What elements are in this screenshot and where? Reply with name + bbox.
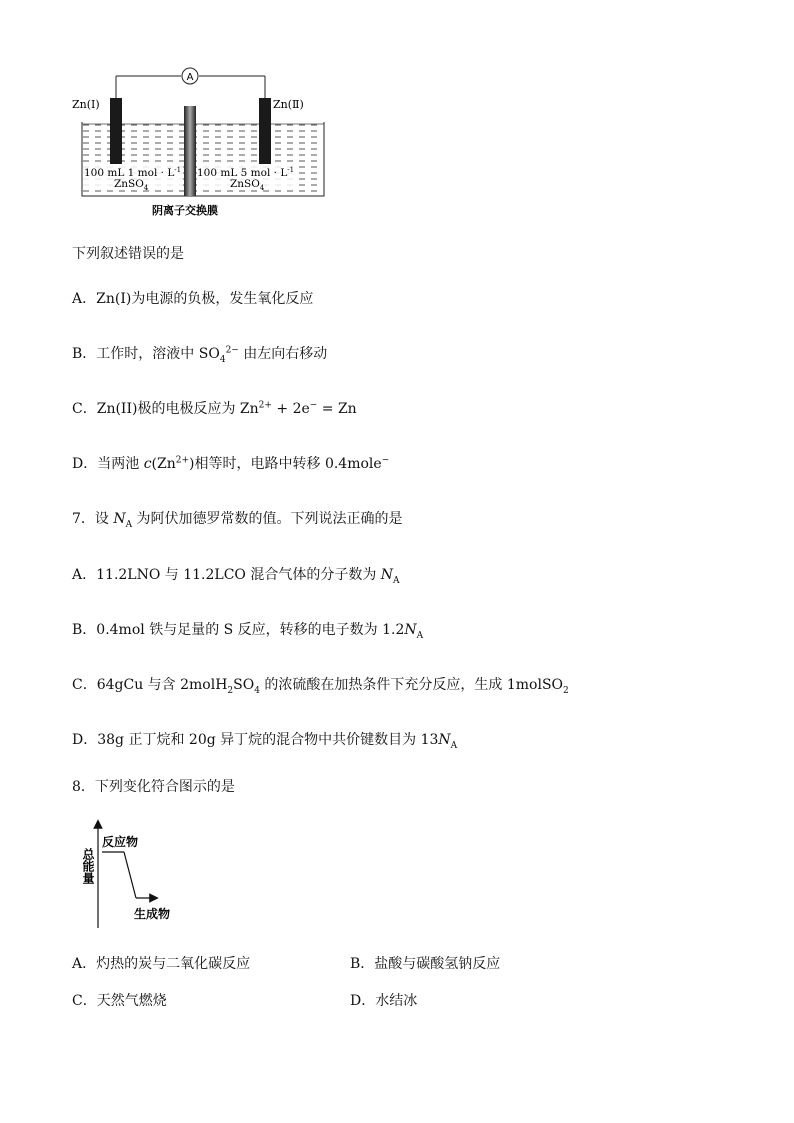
q8-option-b: B．盐酸与碳酸氢钠反应 — [350, 956, 501, 972]
anion-exchange-membrane — [184, 106, 196, 196]
q7-option-a: A．11.2LNO 与 11.2LCO 混合气体的分子数为 $N_A$ — [72, 567, 400, 586]
right-electrode-label: Zn(Ⅱ) — [273, 98, 304, 111]
q8-option-d: D．水结冰 — [350, 993, 418, 1009]
q6-option-c: C．Zn(II)极的电极反应为 $Zn^{2+} + 2e^- = Zn$ — [72, 400, 357, 417]
product-label: 生成物 — [134, 907, 171, 921]
q6-option-a: A．Zn(I)为电源的负极，发生氧化反应 — [72, 291, 314, 307]
right-solution-formula: ZnSO$_4$ — [230, 178, 265, 192]
ammeter-label: A — [186, 72, 194, 83]
left-solution-concentration: 100 mL 1 mol · $L^{-1}$ — [84, 166, 182, 179]
right-solution-concentration: 100 mL 5 mol · $L^{-1}$ — [197, 166, 295, 179]
cell-diagram — [70, 62, 340, 227]
energy-drop — [124, 852, 136, 898]
y-axis-label: 总能量 — [81, 848, 95, 884]
q8-option-c: C．天然气燃烧 — [72, 993, 167, 1009]
q7-option-c: C．64gCu 与含 $2molH_2SO_4$ 的浓硫酸在加热条件下充分反应，生成 1molSO$_2$ — [72, 677, 569, 696]
q8-stem: 8．下列变化符合图示的是 — [72, 779, 235, 795]
q7-option-d: D．38g 正丁烷和 20g 异丁烷的混合物中共价键数目为 $13N_A$ — [72, 732, 458, 751]
electrochemical-cell-figure — [70, 62, 340, 227]
reactant-label: 反应物 — [102, 835, 139, 849]
q6-option-b: B．工作时，溶液中 $SO_4^{2-}$ 由左向右移动 — [72, 345, 328, 365]
left-zn-electrode — [110, 98, 122, 164]
left-solution-formula: ZnSO$_4$ — [114, 178, 149, 192]
q7-stem: 7．设 $N_A$ 为阿伏加德罗常数的值。下列说法正确的是 — [72, 511, 403, 530]
q7-option-b: B．0.4mol 铁与足量的 S 反应，转移的电子数为 $1.2N_A$ — [72, 622, 424, 641]
q6-stem: 下列叙述错误的是 — [72, 246, 184, 262]
left-electrode-label: Zn(Ⅰ) — [72, 98, 100, 111]
membrane-label: 阴离子交换膜 — [152, 204, 218, 217]
right-zn-electrode — [259, 98, 271, 164]
q6-option-d: D．当两池 $c(Zn^{2+})$相等时，电路中转移 0.4mole− — [72, 455, 390, 472]
q8-option-a: A．灼热的炭与二氧化碳反应 — [72, 956, 251, 972]
energy-diagram — [78, 818, 208, 933]
